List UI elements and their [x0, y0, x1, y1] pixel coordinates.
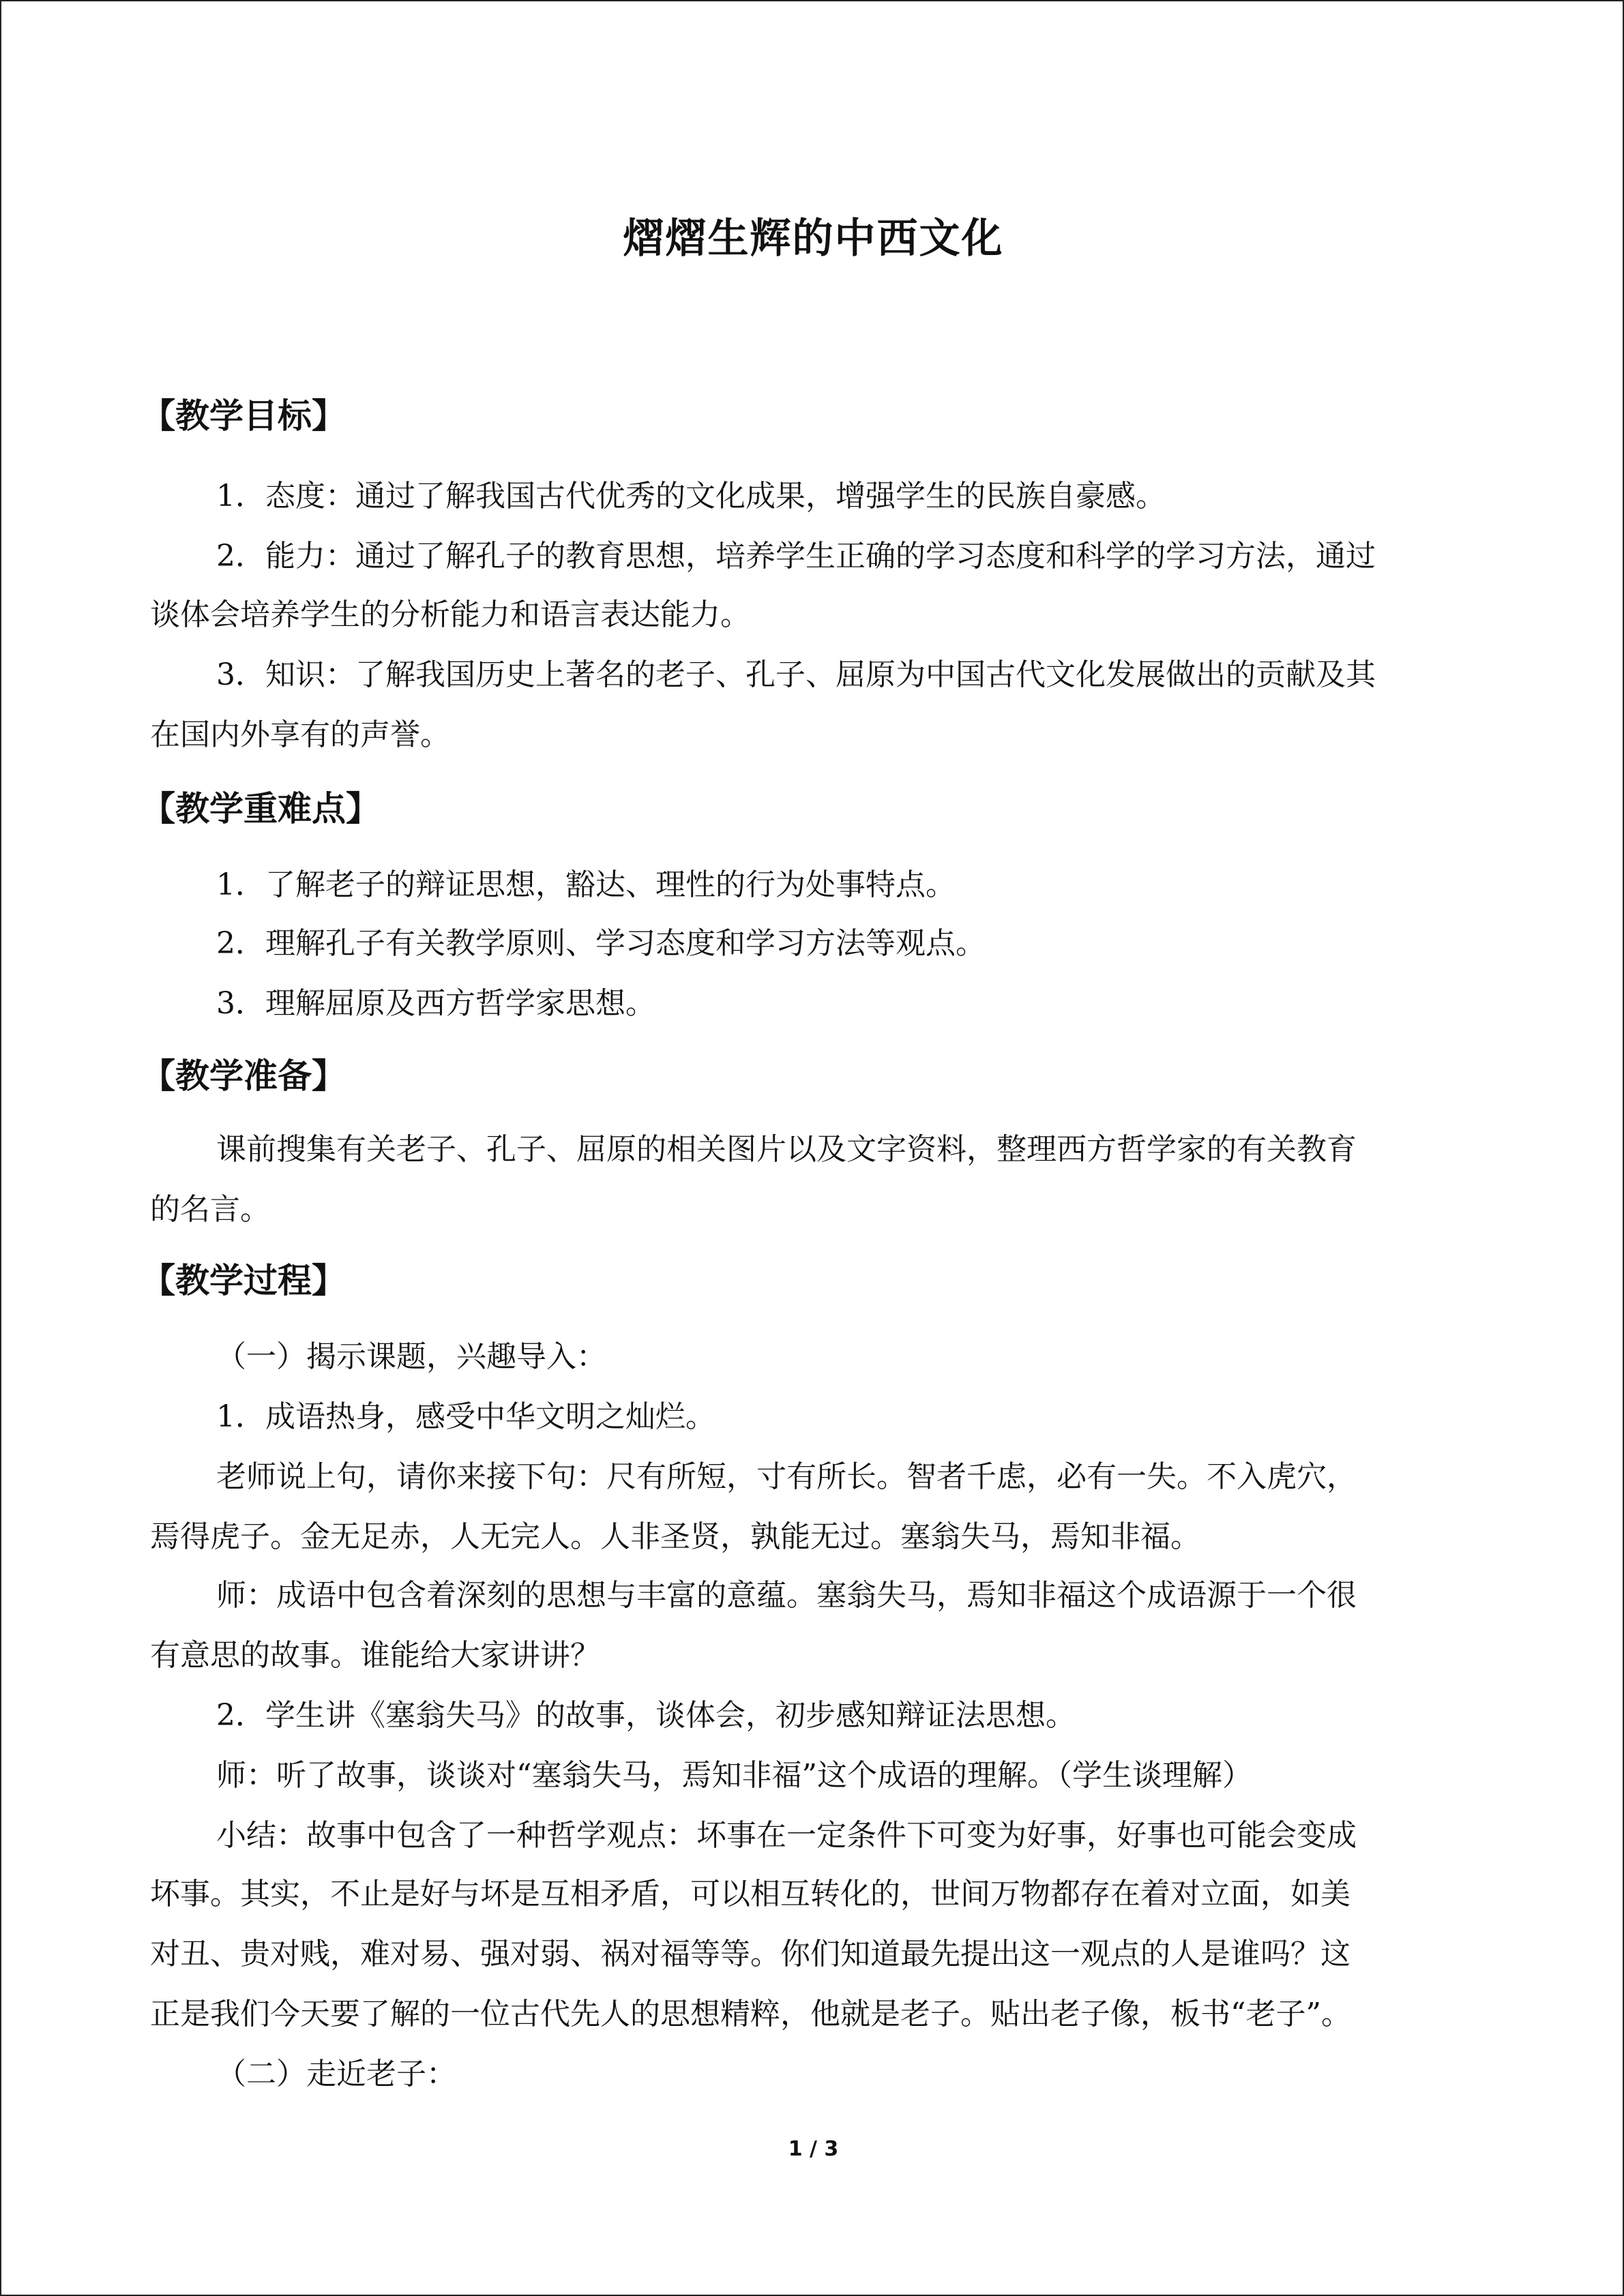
process-step-2: （二）走近老子： [216, 2057, 456, 2091]
heading-teaching-goals: 【教学目标】 [141, 396, 346, 436]
goal-attitude: 1．态度：通过了解我国古代优秀的文化成果，增强学生的民族自豪感。 [216, 479, 1166, 513]
process-summary: 坏事。其实，不止是好与坏是互相矛盾，可以相互转化的，世间万物都存在着对立面，如美 [150, 1877, 1350, 1911]
key-point-3: 3．理解屈原及西方哲学家思想。 [216, 986, 655, 1021]
document-title: 熠熠生辉的中西文化 [623, 215, 1004, 263]
process-paragraph: 师：成语中包含着深刻的思想与丰富的意蕴。塞翁失马，焉知非福这个成语源于一个很 [216, 1578, 1357, 1613]
goal-knowledge: 3．知识：了解我国历史上著名的老子、孔子、屈原为中国古代文化发展做出的贡献及其 [216, 657, 1376, 692]
process-summary: 小结：故事中包含了一种哲学观点：坏事在一定条件下可变为好事，好事也可能会变成 [216, 1818, 1357, 1853]
process-item-2: 2．学生讲《塞翁失马》的故事，谈体会，初步感知辩证法思想。 [216, 1698, 1076, 1733]
process-paragraph: 有意思的故事。谁能给大家讲讲？ [150, 1638, 600, 1673]
process-paragraph: 老师说上句，请你来接下句：尺有所短，寸有所长。智者千虑，必有一失。不入虎穴， [216, 1459, 1357, 1494]
process-step-1: （一）揭示课题，兴趣导入： [216, 1339, 606, 1374]
goal-knowledge-cont: 在国内外享有的声誉。 [150, 717, 450, 752]
preparation-text: 课前搜集有关老子、孔子、屈原的相关图片以及文字资料，整理西方哲学家的有关教育 [216, 1132, 1357, 1167]
process-summary: 正是我们今天要了解的一位古代先人的思想精粹，他就是老子。贴出老子像，板书“老子”。 [150, 1997, 1351, 2031]
key-point-2: 2．理解孔子有关教学原则、学习态度和学习方法等观点。 [216, 926, 986, 961]
preparation-text-cont: 的名言。 [150, 1192, 270, 1227]
goal-ability: 2．能力：通过了解孔子的教育思想，培养学生正确的学习态度和科学的学习方法，通过 [216, 539, 1376, 573]
heading-preparation: 【教学准备】 [141, 1056, 346, 1096]
heading-key-points: 【教学重难点】 [141, 789, 380, 829]
process-item-1: 1．成语热身，感受中华文明之灿烂。 [216, 1399, 715, 1434]
key-point-1: 1．了解老子的辩证思想，豁达、理性的行为处事特点。 [216, 867, 956, 902]
process-summary: 对丑、贵对贱，难对易、强对弱、祸对福等等。你们知道最先提出这一观点的人是谁吗？这 [150, 1937, 1350, 1971]
process-paragraph: 焉得虎子。金无足赤，人无完人。人非圣贤，孰能无过。塞翁失马，焉知非福。 [150, 1519, 1200, 1554]
process-paragraph: 师：听了故事，谈谈对“塞翁失马，焉知非福”这个成语的理解。（学生谈理解） [216, 1758, 1252, 1793]
goal-ability-cont: 谈体会培养学生的分析能力和语言表达能力。 [150, 597, 750, 632]
page-number: 1 / 3 [788, 2137, 839, 2161]
heading-process: 【教学过程】 [141, 1261, 346, 1300]
